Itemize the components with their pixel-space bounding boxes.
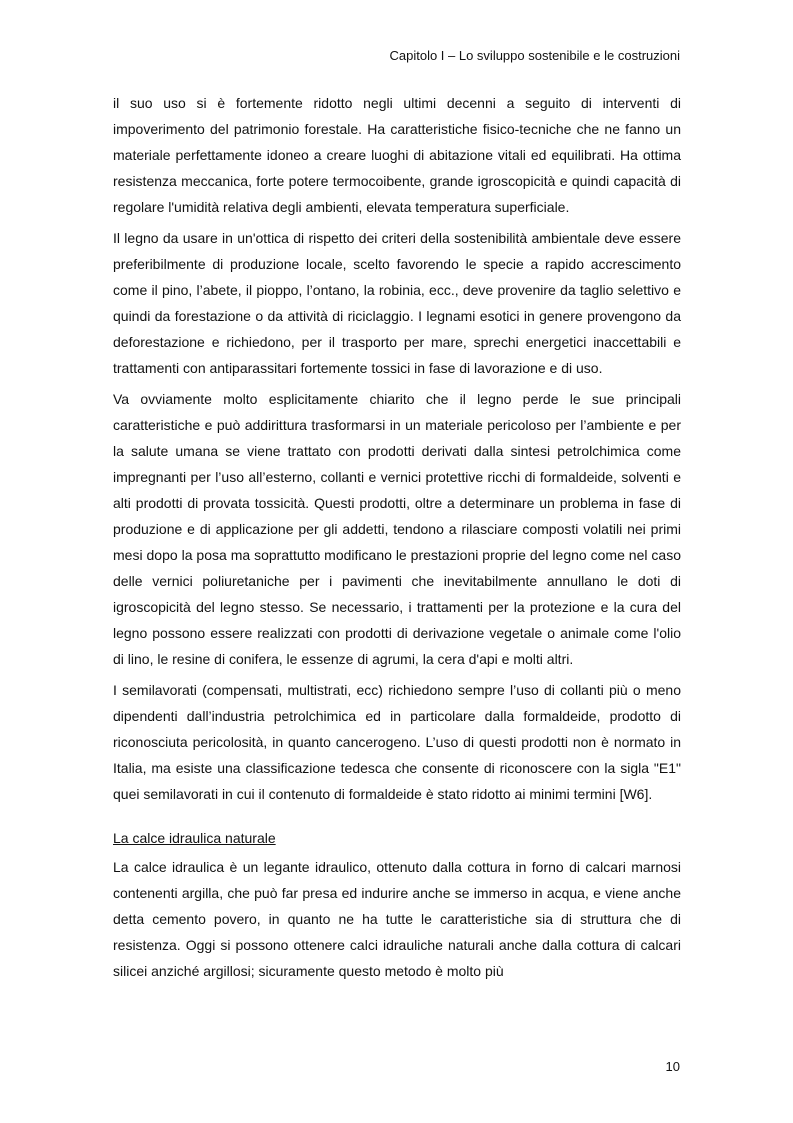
paragraph-hydraulic-lime: La calce idraulica è un legante idraulico, ottenuto dalla cottura in forno di calcari marnosi contenenti argilla, che può far presa ed indurire anche se immerso in acqua, e viene anche detta cemento povero, in quanto ne ha tutte le caratteristiche sia di struttura che di resistenza. Oggi si possono ottenere calci idrauliche naturali anche dalla cottura di calcari silicei anziché argillosi; sicuramente questo metodo è molto più — [113, 859, 681, 979]
page-number: 10 — [665, 1059, 680, 1074]
running-header: Capitolo I – Lo sviluppo sostenibile e le costruzioni — [389, 48, 680, 63]
section-heading: La calce idraulica naturale — [113, 830, 276, 846]
paragraph-semi-finished: I semilavorati (compensati, multistrati, ecc) richiedono sempre l’uso di collanti più o meno dipendenti dall’industria petrolchimica ed in particolare dalla formaldeide, prodotto di riconosciuta pericolosità, in quanto cancerogeno. L’uso di questi prodotti non è normato in Italia, ma esiste una classificazione tedesca che consente di riconoscere con la sigla "E1" quei semilavorati in cui il contenuto di formaldeide è stato ridotto ai minimi termini [W6]. — [113, 682, 681, 802]
body-text — [113, 90, 681, 989]
paragraph-wood-properties: il suo uso si è fortemente ridotto negli ultimi decenni a seguito di interventi di impoverimento del patrimonio forestale. Ha caratteristiche fisico-tecniche che ne fanno un materiale perfettamente idoneo a creare luoghi di abitazione vitali ed equilibrati. Ha ottima resistenza meccanica, forte potere termocoibente, grande igroscopicità e quindi capacità di regolare l'umidità relativa degli ambienti, elevata temperatura superficiale. — [113, 95, 681, 215]
paragraph-wood-treatments: Va ovviamente molto esplicitamente chiarito che il legno perde le sue principali caratteristiche e può addirittura trasformarsi in un materiale pericoloso per l’ambiente e per la salute umana se viene trattato con prodotti derivati dalla sintesi petrolchimica come impregnanti per l’uso all’esterno, collanti e vernici protettive ricchi di formaldeide, solventi e alti prodotti di provata tossicità. Questi prodotti, oltre a determinare un problema in fase di produzione e di applicazione per gli addetti, tendono a rilasciare composti volatili nei primi mesi dopo la posa ma soprattutto modificano le prestazioni proprie del legno come nel caso delle vernici poliuretaniche per i pavimenti che inevitabilmente annullano le doti di igroscopicità del legno stesso. Se necessario, i trattamenti per la protezione e la cura del legno possono essere realizzati con prodotti di derivazione vegetale o animale come l'olio di lino, le resine di conifera, le essenze di agrumi, la cera d'api e molti altri. — [113, 391, 681, 667]
paragraph-wood-sustainability: Il legno da usare in un'ottica di rispetto dei criteri della sostenibilità ambientale deve essere preferibilmente di produzione locale, scelto favorendo le specie a rapido accrescimento come il pino, l’abete, il pioppo, l’ontano, la robinia, ecc., deve provenire da taglio selettivo e quindi da forestazione o da attività di riciclaggio. I legnami esotici in genere provengono da deforestazione e richiedono, per il trasporto per mare, sprechi energetici inaccettabili e trattamenti con antiparassitari fortemente tossici in fase di lavorazione e di uso. — [113, 230, 681, 376]
